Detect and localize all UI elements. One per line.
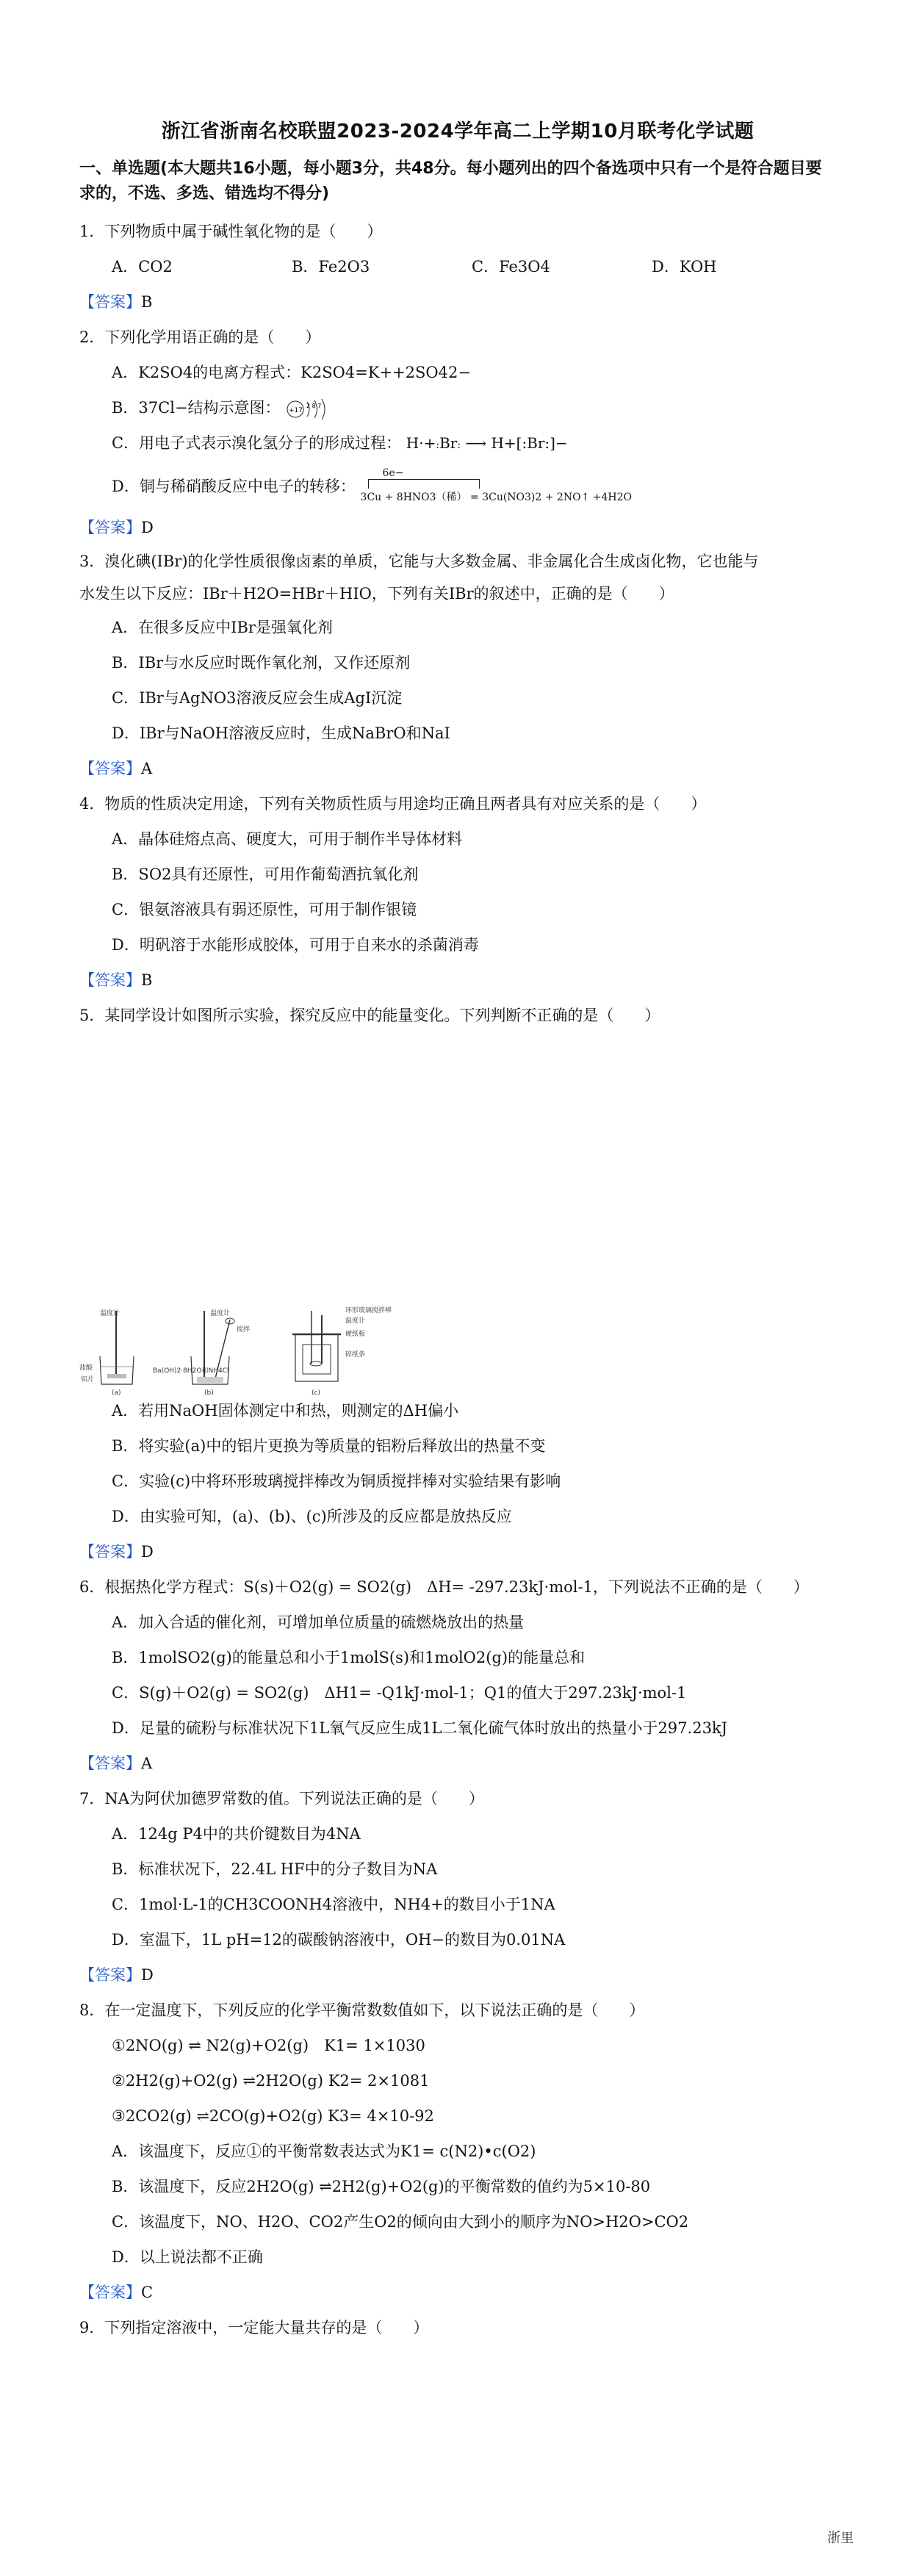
hbr-product: H+[:Br:]− xyxy=(491,434,568,452)
option-c: C．实验(c)中将环形玻璃搅拌棒改为铜质搅拌棒对实验结果有影响 xyxy=(112,1472,561,1490)
answer-line xyxy=(79,1534,836,1569)
option-c: C．1mol·L-1的CH3COONH4溶液中，NH4+的数目小于1NA xyxy=(112,1896,555,1913)
option-b: B．1molSO2(g)的能量总和小于1molS(s)和1molO2(g)的能量总和 xyxy=(112,1649,586,1666)
caption-c: (c) xyxy=(312,1389,320,1397)
transfer-bracket xyxy=(368,479,480,489)
atom-structure-diagram xyxy=(285,398,332,420)
answer-line xyxy=(79,1746,836,1781)
answer-tag: 【答案】 xyxy=(79,293,141,311)
reaction-1: ①2NO(g) ⇌ N2(g)+O2(g) K1= 1×1030 xyxy=(112,2037,425,2054)
label-c-stirrer: 环形玻璃搅拌棒 xyxy=(345,1307,392,1314)
label-c-board: 硬纸板 xyxy=(345,1331,366,1338)
option-a: A．在很多反应中IBr是强氧化剂 xyxy=(112,619,333,636)
option-b: B．该温度下，反应2H2O(g) ⇌2H2(g)+O2(g)的平衡常数的值约为5×10-80 xyxy=(112,2178,651,2195)
page-footer: 浙里 xyxy=(827,2530,854,2546)
electron-transfer-diagram xyxy=(361,467,662,508)
inner-beaker xyxy=(303,1345,331,1374)
option-a: A．CO2 xyxy=(112,258,173,276)
caption-b: (b) xyxy=(204,1389,214,1397)
question-6 xyxy=(79,1569,836,1781)
question-stem: 1．下列物质中属于碱性氧化物的是（ ） xyxy=(79,223,383,240)
reaction-2: ②2H2(g)+O2(g) ⇌2H2O(g) K2= 2×1081 xyxy=(112,2072,430,2090)
answer-value: D xyxy=(141,1543,154,1561)
option-d xyxy=(79,463,836,510)
option-row xyxy=(79,249,836,284)
question-4 xyxy=(79,786,836,998)
answer-tag: 【答案】 xyxy=(79,519,141,536)
nucleus-charge: +17 xyxy=(289,406,303,414)
answer-value: D xyxy=(141,519,154,536)
answer-tag: 【答案】 xyxy=(79,1966,141,1984)
question-9 xyxy=(79,2310,836,2345)
label-a-metal: 铝片 xyxy=(81,1376,95,1384)
figure-blank-area xyxy=(79,1033,836,1305)
label-b-reagent: Ba(OH)2·8H2O和NH4Cl xyxy=(153,1367,229,1375)
apparatus-b xyxy=(153,1309,250,1397)
option-b: B．将实验(a)中的铝片更换为等质量的铝粉后释放出的热量不变 xyxy=(112,1437,546,1455)
apparatus-c xyxy=(292,1306,392,1397)
label-a-thermometer: 温度计 xyxy=(100,1310,120,1317)
answer-value: A xyxy=(141,1755,153,1772)
option-a: A．若用NaOH固体测定中和热，则测定的ΔH偏小 xyxy=(112,1402,459,1420)
label-b-stir: 搅拌 xyxy=(237,1326,251,1334)
label-a-acid: 盐酸 xyxy=(79,1364,93,1372)
option-a: A．124g P4中的共价键数目为4NA xyxy=(112,1825,361,1843)
option-c: C．S(g)＋O2(g) = SO2(g) ΔH1= -Q1kJ·mol-1；Q1的值大于297.23kJ·mol-1 xyxy=(112,1684,687,1702)
reaction-3: ③2CO2(g) ⇌2CO(g)+O2(g) K3= 4×10-92 xyxy=(112,2107,434,2125)
shell-electrons: 2 8 7 xyxy=(306,402,322,409)
option-d: D．室温下，1L pH=12的碳酸钠溶液中，OH−的数目为0.01NA xyxy=(112,1931,566,1949)
question-stem: 5．某同学设计如图所示实验，探究反应中的能量变化。下列判断不正确的是（ ） xyxy=(79,1007,660,1024)
question-stem-line2: 水发生以下反应：IBr＋H2O=HBr＋HIO，下列有关IBr的叙述中，正确的是（ ） xyxy=(79,585,674,602)
apparatus-a xyxy=(79,1309,134,1397)
document xyxy=(79,116,836,2345)
answer-line xyxy=(79,510,836,545)
label-b-thermometer: 温度计 xyxy=(210,1310,231,1317)
page-title: 浙江省浙南名校联盟2023-2024学年高二上学期10月联考化学试题 xyxy=(161,120,755,143)
answer-line xyxy=(79,1957,836,1993)
answer-value: A xyxy=(141,760,153,777)
option-d: D．由实验可知，(a)、(b)、(c)所涉及的反应都是放热反应 xyxy=(112,1508,512,1525)
electron-formula: H·+:Br: ⟶ H+[:Br:]− xyxy=(406,434,568,452)
answer-tag: 【答案】 xyxy=(79,1755,141,1772)
answer-tag: 【答案】 xyxy=(79,1543,141,1561)
option-a: A．该温度下，反应①的平衡常数表达式为K1= c(N2)•c(O2) xyxy=(112,2143,536,2160)
option-a: A．加入合适的催化剂，可增加单位质量的硫燃烧放出的热量 xyxy=(112,1613,525,1631)
arrow-icon: ⟶ xyxy=(465,434,487,452)
option-b xyxy=(79,390,836,425)
answer-line xyxy=(79,284,836,320)
option-b: B．SO2具有还原性，可用作葡萄酒抗氧化剂 xyxy=(112,866,419,883)
option-c: C．银氨溶液具有弱还原性，可用于制作银镜 xyxy=(112,901,417,918)
option-d: D．KOH xyxy=(652,258,717,276)
option-a: A．晶体硅熔点高、硬度大，可用于制作半导体材料 xyxy=(112,830,463,848)
option-c: C．IBr与AgNO3溶液反应会生成AgI沉淀 xyxy=(112,689,403,707)
question-stem: 8．在一定温度下，下列反应的化学平衡常数数值如下，以下说法正确的是（ ） xyxy=(79,2001,645,2019)
question-7 xyxy=(79,1781,836,1993)
question-3 xyxy=(79,545,836,786)
option-d: D．明矾溶于水能形成胶体，可用于自来水的杀菌消毒 xyxy=(112,936,479,954)
option-c xyxy=(79,425,836,463)
question-stem: 2．下列化学用语正确的是（ ） xyxy=(79,328,321,346)
option-c: C．该温度下，NO、H2O、CO2产生O2的倾向由大到小的顺序为NO>H2O>CO2 xyxy=(112,2213,689,2231)
option-d: D．IBr与NaOH溶液反应时，生成NaBrO和NaI xyxy=(112,724,450,742)
option-d: D．足量的硫粉与标准状况下1L氧气反应生成1L二氧化硫气体时放出的热量小于297.23kJ xyxy=(112,1719,728,1737)
answer-value: C xyxy=(141,2284,154,2301)
question-stem: 6．根据热化学方程式：S(s)＋O2(g) = SO2(g) ΔH= -297.23kJ·mol-1，下列说法不正确的是（ ） xyxy=(79,1578,809,1596)
question-stem-line1: 3．溴化碘(IBr)的化学性质很像卤素的单质，它能与大多数金属、非金属化合生成卤化物，它也能与 xyxy=(79,553,759,570)
experiment-apparatus xyxy=(79,1305,403,1400)
caption-a: (a) xyxy=(112,1389,121,1397)
reaction-equation xyxy=(361,489,632,506)
question-stem: 9．下列指定溶液中，一定能大量共存的是（ ） xyxy=(79,2319,429,2336)
br-atom: Br xyxy=(439,434,458,452)
answer-tag: 【答案】 xyxy=(79,760,141,777)
question-2 xyxy=(79,320,836,545)
option-b: B．IBr与水反应时既作氧化剂，又作还原剂 xyxy=(112,654,411,672)
experiment-figure xyxy=(79,1305,836,1397)
electron-count: 6e− xyxy=(382,467,404,479)
option-b: B．标准状况下，22.4L HF中的分子数目为NA xyxy=(112,1860,438,1878)
question-8 xyxy=(79,1993,836,2310)
h-atom: H xyxy=(406,434,420,452)
option-b-text: B．37Cl−结构示意图： xyxy=(112,399,281,417)
question-stem: 7．NA为阿伏加德罗常数的值。下列说法正确的是（ ） xyxy=(79,1790,484,1807)
question-1 xyxy=(79,214,836,320)
question-5 xyxy=(79,998,836,1569)
option-d: D．以上说法都不正确 xyxy=(112,2248,263,2266)
option-c: C．Fe3O4 xyxy=(472,258,550,276)
products: = 3Cu(NO3)2 + 2NO↑ +4H2O xyxy=(470,491,632,503)
option-d-text: D．铜与稀硝酸反应中电子的转移： xyxy=(112,478,356,495)
question-stem: 4．物质的性质决定用途，下列有关物质性质与用途均正确且两者具有对应关系的是（ ） xyxy=(79,795,707,813)
label-c-thermometer: 温度计 xyxy=(345,1317,366,1325)
answer-tag: 【答案】 xyxy=(79,2284,141,2301)
aluminum-strip xyxy=(107,1374,126,1378)
section-heading: 一、单选题(本大题共16小题，每小题3分，共48分。每小题列出的四个备选项中只有一个是符合题目要求的，不选、多选、错选均不得分) xyxy=(79,159,822,203)
answer-value: B xyxy=(141,293,153,311)
answer-line xyxy=(79,2275,836,2310)
answer-tag: 【答案】 xyxy=(79,971,141,989)
option-b: B．Fe2O3 xyxy=(292,258,370,276)
answer-line xyxy=(79,751,836,786)
label-c-scraps: 碎纸条 xyxy=(345,1351,366,1359)
answer-value: B xyxy=(141,971,153,989)
answer-line xyxy=(79,963,836,998)
option-c-text: C．用电子式表示溴化氢分子的形成过程： xyxy=(112,434,402,452)
reactants: 3Cu + 8HNO3（稀） xyxy=(360,491,467,503)
option-a: A．K2SO4的电离方程式：K2SO4=K++2SO42− xyxy=(112,364,471,381)
answer-value: D xyxy=(141,1966,154,1984)
